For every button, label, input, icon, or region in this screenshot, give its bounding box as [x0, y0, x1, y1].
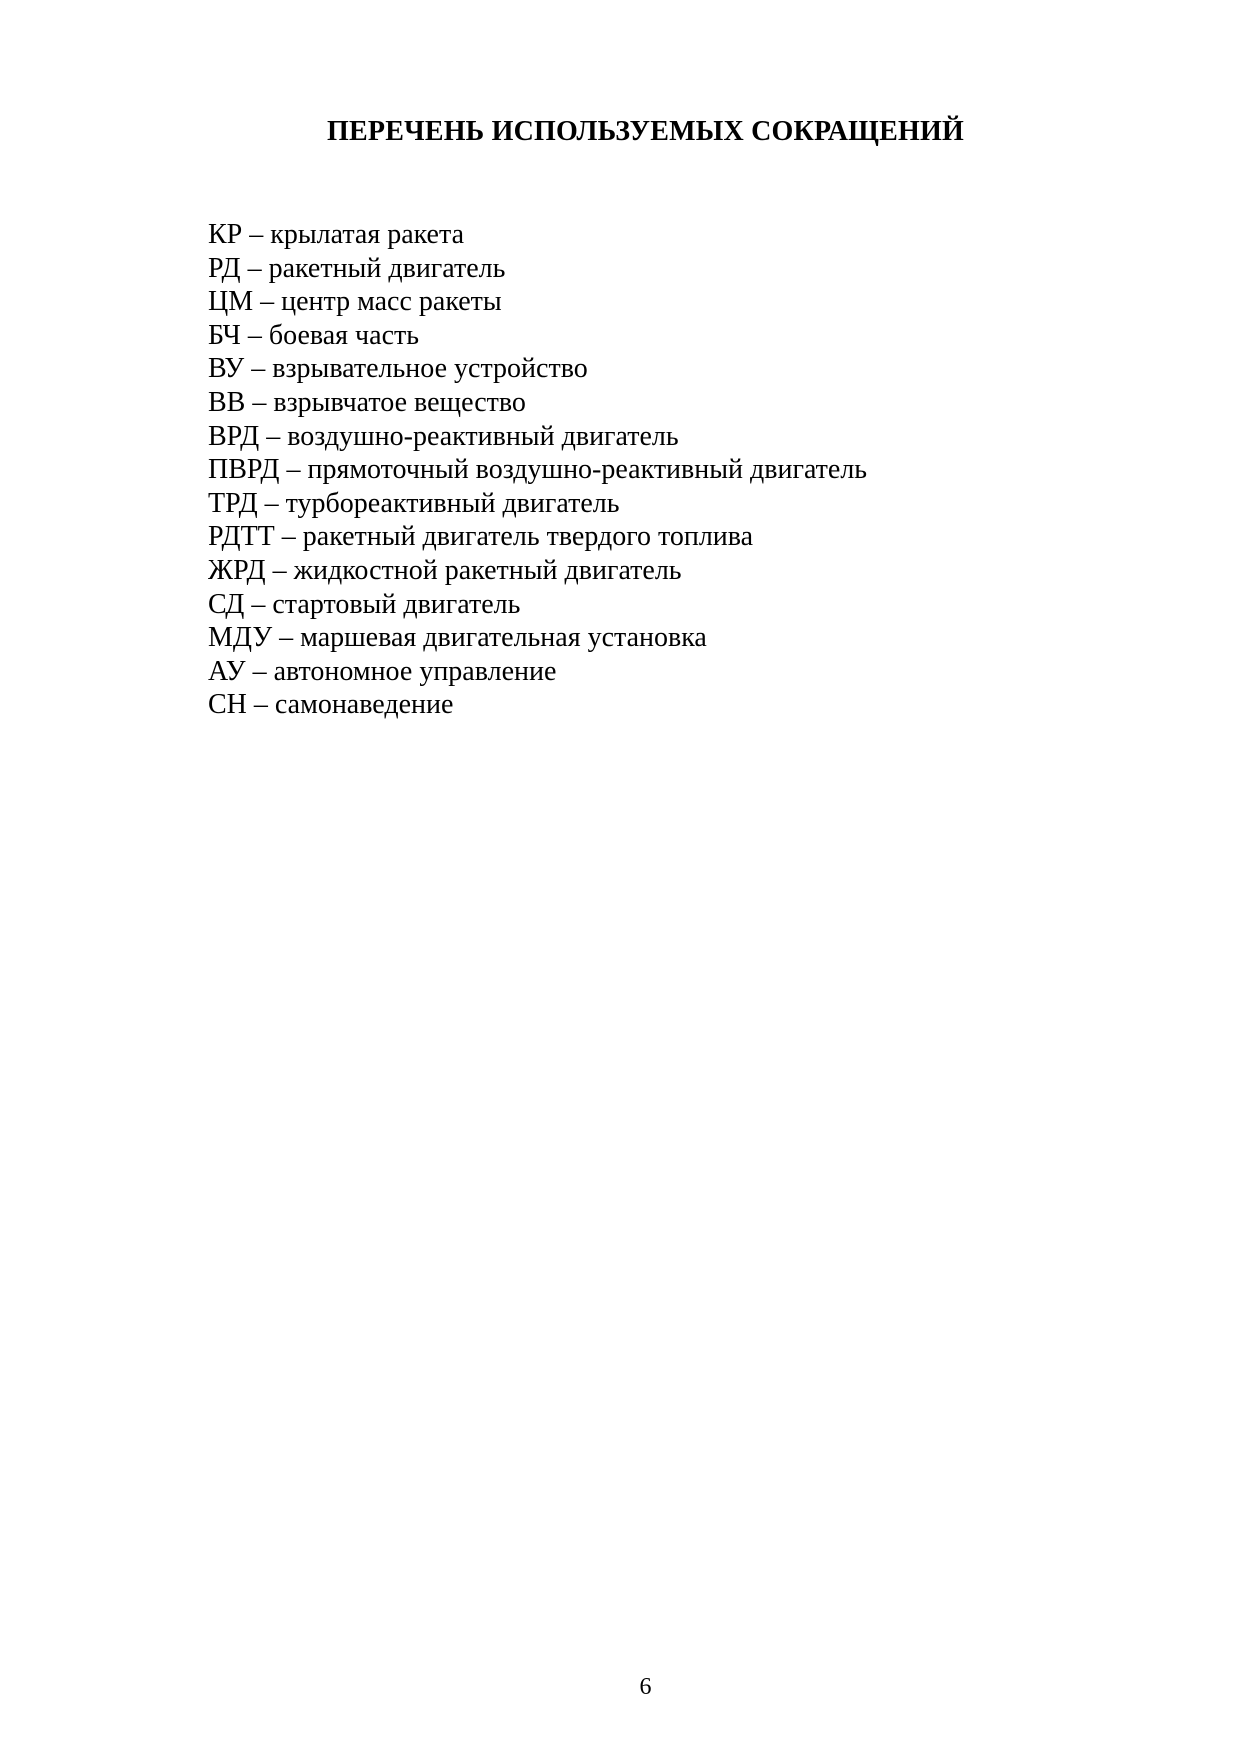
- abbreviation-item: ПВРД – прямоточный воздушно-реактивный двигатель: [208, 454, 868, 486]
- page-title: ПЕРЕЧЕНЬ ИСПОЛЬЗУЕМЫХ СОКРАЩЕНИЙ: [327, 116, 964, 147]
- abbreviation-item: ВВ – взрывчатое вещество: [208, 386, 526, 418]
- abbreviation-item: МДУ – маршевая двигательная установка: [208, 622, 707, 654]
- abbreviation-item: РД – ракетный двигатель: [208, 252, 506, 284]
- abbreviation-item: ВРД – воздушно-реактивный двигатель: [208, 420, 679, 452]
- abbreviation-item: ЦМ – центр масс ракеты: [208, 286, 502, 318]
- abbreviation-item: ВУ – взрывательное устройство: [208, 353, 588, 385]
- abbreviation-item: ТРД – турбореактивный двигатель: [208, 487, 620, 519]
- abbreviation-item: КР – крылатая ракета: [208, 219, 464, 250]
- abbreviation-item: БЧ – боевая часть: [208, 319, 419, 351]
- abbreviation-item: СД – стартовый двигатель: [208, 588, 521, 620]
- abbreviation-item: ЖРД – жидкостной ракетный двигатель: [208, 554, 682, 586]
- page-number: 6: [639, 1674, 652, 1700]
- abbreviation-item: АУ – автономное управление: [208, 655, 557, 687]
- abbreviation-item: РДТТ – ракетный двигатель твердого топлива: [208, 521, 754, 553]
- abbreviation-item: СН – самонаведение: [208, 689, 454, 721]
- abbreviation-list: [208, 218, 867, 722]
